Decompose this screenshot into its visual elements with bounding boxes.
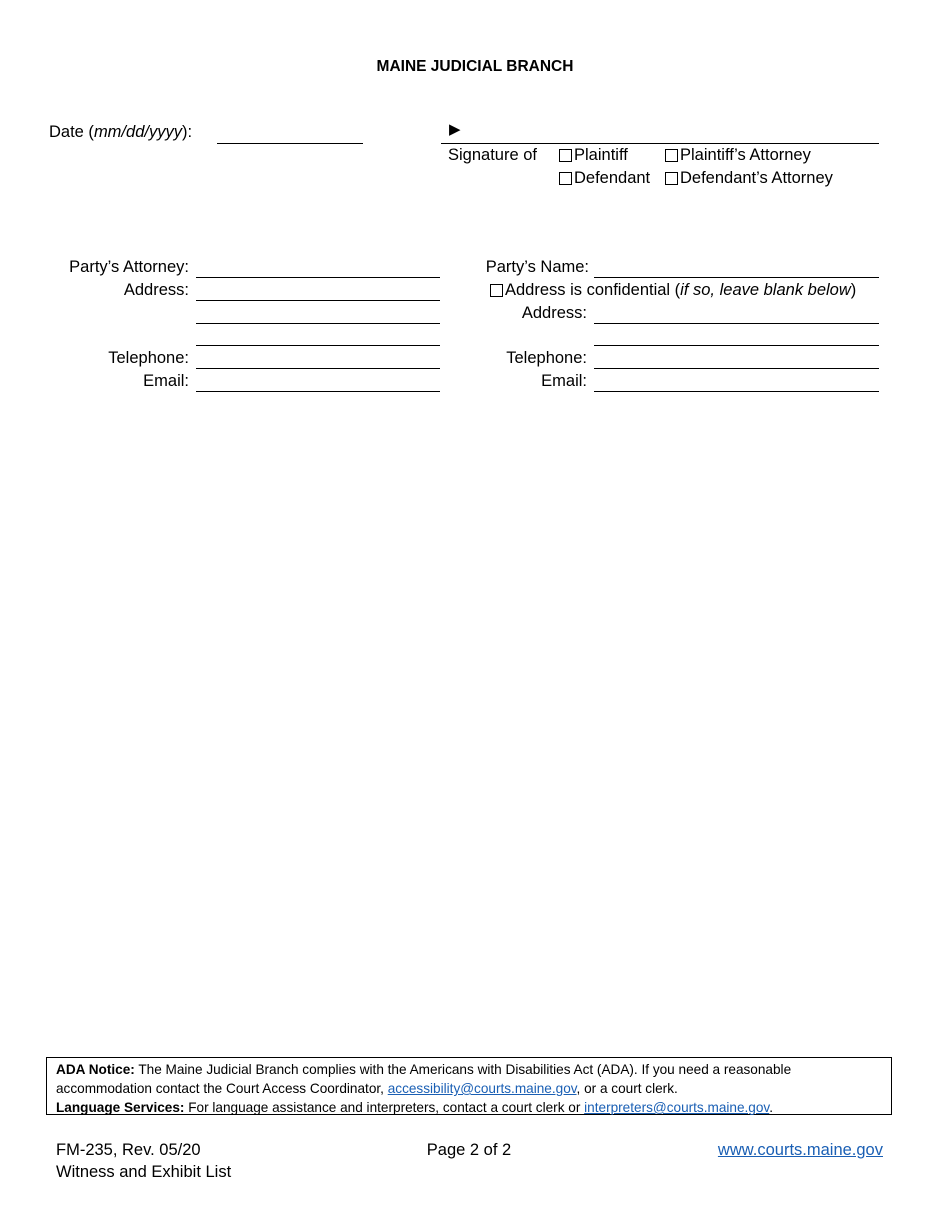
party-email-label: Email: [541,372,587,390]
attorney-telephone-label: Telephone: [108,349,189,367]
checkbox-box[interactable] [665,149,678,162]
checkbox-defendant-attorney[interactable]: Defendant’s Attorney [665,168,833,188]
ada-notice-text: The Maine Judicial Branch complies with the Americans with Disabilities Act (ADA). If you need a reasonable accommodation contact the Court Access Coordinator, [56,1062,792,1096]
party-telephone-label: Telephone: [506,349,587,367]
party-attorney-field[interactable] [196,277,440,278]
checkbox-defendant[interactable]: Defendant [559,168,650,188]
form-id: FM-235, Rev. 05/20 [56,1141,201,1159]
language-services-heading: Language Services: [56,1100,185,1115]
accessibility-email-link[interactable]: accessibility@courts.maine.gov [387,1081,577,1096]
website-link[interactable]: www.courts.maine.gov [717,1141,883,1159]
language-services-text: For language assistance and interpreters, contact a court clerk or [184,1100,585,1115]
attorney-address-field-1[interactable] [196,300,440,301]
signature-line[interactable] [441,143,879,144]
attorney-telephone-field[interactable] [196,368,440,369]
form-title: Witness and Exhibit List [56,1163,232,1181]
attorney-email-field[interactable] [196,391,440,392]
attorney-address-field-3[interactable] [196,345,440,346]
date-label: Date (mm/dd/yyyy): [49,123,193,141]
date-field[interactable] [217,143,363,144]
party-attorney-label: Party’s Attorney: [69,258,189,276]
attorney-address-label: Address: [123,281,189,299]
checkbox-box[interactable] [559,149,572,162]
ada-notice-heading: ADA Notice: [56,1062,135,1077]
checkbox-address-confidential[interactable]: Address is confidential (if so, leave blank below) [490,280,856,300]
party-name-field[interactable] [594,277,879,278]
attorney-email-label: Email: [143,372,189,390]
party-telephone-field[interactable] [594,368,879,369]
checkbox-box[interactable] [559,172,572,185]
party-email-field[interactable] [594,391,879,392]
party-address-label: Address: [521,304,587,322]
page-title: MAINE JUDICIAL BRANCH [376,58,574,75]
signature-label: Signature of [448,146,537,164]
party-name-label: Party’s Name: [485,258,589,276]
ada-notice-box: ADA Notice: The Maine Judicial Branch complies with the Americans with Disabilities Act (ADA). If you need a reasonable accommodation contact the Court Access Coordinator, accessibility@courts.maine.gov, or a court clerk. Language Services: For language assistance and interpreters, contact a court clerk or interpreters@courts.maine.gov. [46,1057,892,1115]
signature-arrow-icon: ▶ [449,121,461,138]
party-address-field-1[interactable] [594,323,879,324]
page-number: Page 2 of 2 [426,1141,512,1159]
party-address-field-2[interactable] [594,345,879,346]
attorney-address-field-2[interactable] [196,323,440,324]
checkbox-box[interactable] [665,172,678,185]
checkbox-box[interactable] [490,284,503,297]
checkbox-plaintiff-attorney[interactable]: Plaintiff’s Attorney [665,145,811,165]
interpreters-email-link[interactable]: interpreters@courts.maine.gov [584,1100,770,1115]
checkbox-plaintiff[interactable]: Plaintiff [559,145,628,165]
